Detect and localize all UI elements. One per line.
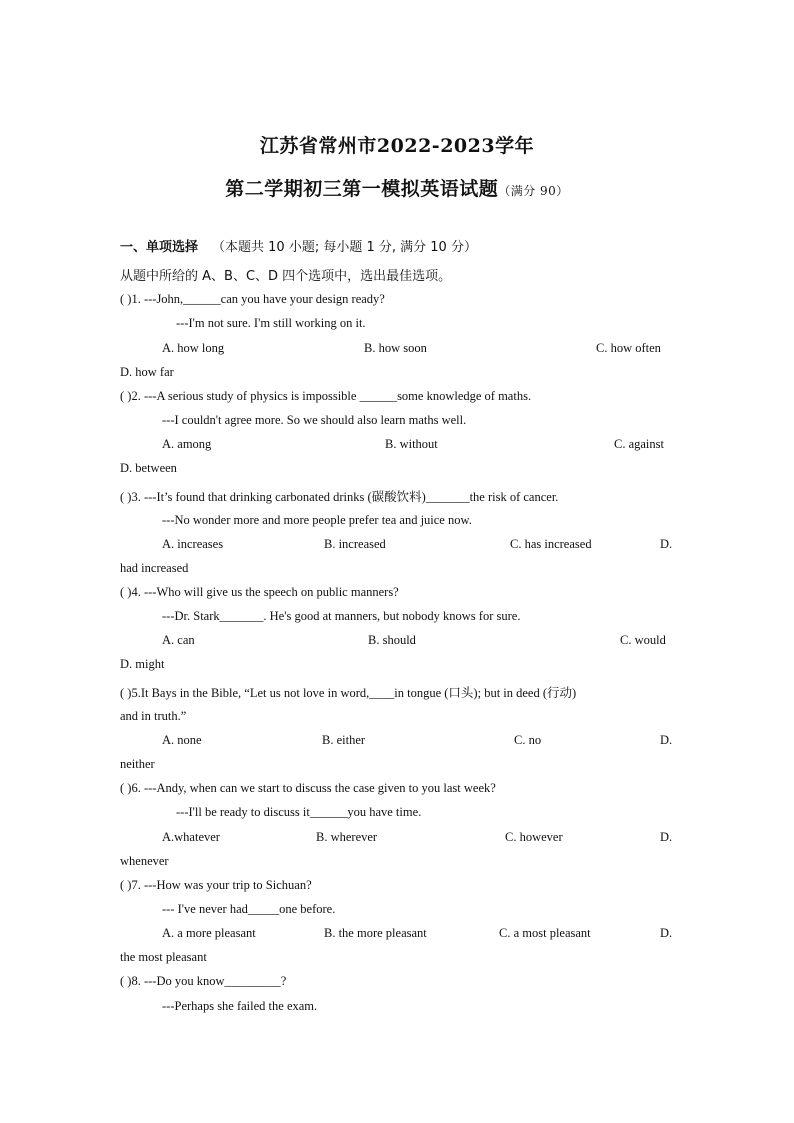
- question-1-option-a: A. how long: [162, 341, 225, 355]
- question-2-stem: ( )2. ---A serious study of physics is impossible ______some knowledge of maths.: [120, 389, 532, 403]
- question-5-option-d: neither: [120, 757, 155, 771]
- question-6-option-c: C. however: [505, 830, 563, 844]
- section-heading: [120, 236, 477, 255]
- question-6-option-b: B. wherever: [316, 830, 378, 844]
- question-5-stem-left: ( )5.It Bays in the Bible,: [120, 686, 242, 700]
- question-3-option-a: A. increases: [162, 537, 224, 551]
- question-6-option-d-label: D.: [660, 830, 673, 844]
- question-1-option-b: B. how soon: [364, 341, 427, 355]
- question-4-option-a: A. can: [162, 633, 195, 647]
- question-6-option-d: whenever: [120, 854, 169, 868]
- section-instruction: 从题中所给的 A、B、C、D 四个选项中，选出最佳选项。: [120, 269, 452, 284]
- section-detail: （本题共 10 小题; 每小题 1 分, 满分 10 分）: [212, 240, 477, 255]
- question-7-stem: ( )7. ---How was your trip to Sichuan?: [120, 878, 312, 892]
- question-1-stem: ( )1. ---John,______can you have your design ready?: [120, 292, 385, 306]
- question-4-option-c: C. would: [620, 633, 666, 647]
- question-7-option-d: the most pleasant: [120, 950, 207, 964]
- question-3-stem: ( )3. ---It’s found that drinking carbonated drinks (碳酸饮料)_______the risk of cancer.: [120, 490, 559, 504]
- question-1-option-d: D. how far: [120, 365, 174, 379]
- full-score-note: （满分 90）: [498, 184, 569, 198]
- question-5-option-c: C. no: [514, 733, 542, 747]
- question-8-answer: ---Perhaps she failed the exam.: [162, 999, 318, 1013]
- question-6-stem: ( )6. ---Andy, when can we start to discuss the case given to you last week?: [120, 781, 496, 795]
- question-4-option-b: B. should: [368, 633, 416, 647]
- question-5-stem-right: “Let us not love in word,____in tongue (口头); but in deed (行动): [244, 686, 577, 700]
- question-5-option-d-label: D.: [660, 733, 673, 747]
- question-8-stem: ( )8. ---Do you know_________?: [120, 974, 287, 988]
- subtitle-text: 第二学期初三第一模拟英语试题: [225, 178, 499, 200]
- question-6-option-a: A.whatever: [162, 830, 220, 844]
- question-5-option-a: A. none: [162, 733, 202, 747]
- section-title: 一、单项选择: [120, 240, 199, 255]
- question-7-option-d-label: D.: [660, 926, 673, 940]
- question-3-option-d: had increased: [120, 561, 189, 575]
- question-3-answer: ---No wonder more and more people prefer tea and juice now.: [162, 513, 472, 527]
- question-5-stem-continued: and in truth.”: [120, 709, 187, 723]
- question-5-stem: [120, 683, 576, 701]
- question-4-option-d: D. might: [120, 657, 165, 671]
- question-2-option-d: D. between: [120, 461, 177, 475]
- question-4-answer: ---Dr. Stark_______. He's good at manners, but nobody knows for sure.: [162, 609, 521, 623]
- question-1-answer: ---I'm not sure. I'm still working on it.: [176, 316, 366, 330]
- exam-title: 江苏省常州市2022-2023学年: [259, 135, 535, 157]
- question-4-stem: ( )4. ---Who will give us the speech on public manners?: [120, 585, 399, 599]
- question-7-option-a: A. a more pleasant: [162, 926, 256, 940]
- question-3-option-c: C. has increased: [510, 537, 592, 551]
- question-7-option-b: B. the more pleasant: [324, 926, 427, 940]
- question-7-option-c: C. a most pleasant: [499, 926, 591, 940]
- question-3-option-d-label: D.: [660, 537, 673, 551]
- exam-subtitle: [0, 174, 794, 201]
- question-1-option-c: C. how often: [596, 341, 661, 355]
- question-3-option-b: B. increased: [324, 537, 386, 551]
- question-5-option-b: B. either: [322, 733, 366, 747]
- question-2-option-c: C. against: [614, 437, 664, 451]
- question-2-option-b: B. without: [385, 437, 438, 451]
- question-6-answer: ---I'll be ready to discuss it______you have time.: [176, 805, 422, 819]
- question-7-answer: --- I've never had_____one before.: [162, 902, 336, 916]
- question-2-answer: ---I couldn't agree more. So we should also learn maths well.: [162, 413, 467, 427]
- question-2-option-a: A. among: [162, 437, 212, 451]
